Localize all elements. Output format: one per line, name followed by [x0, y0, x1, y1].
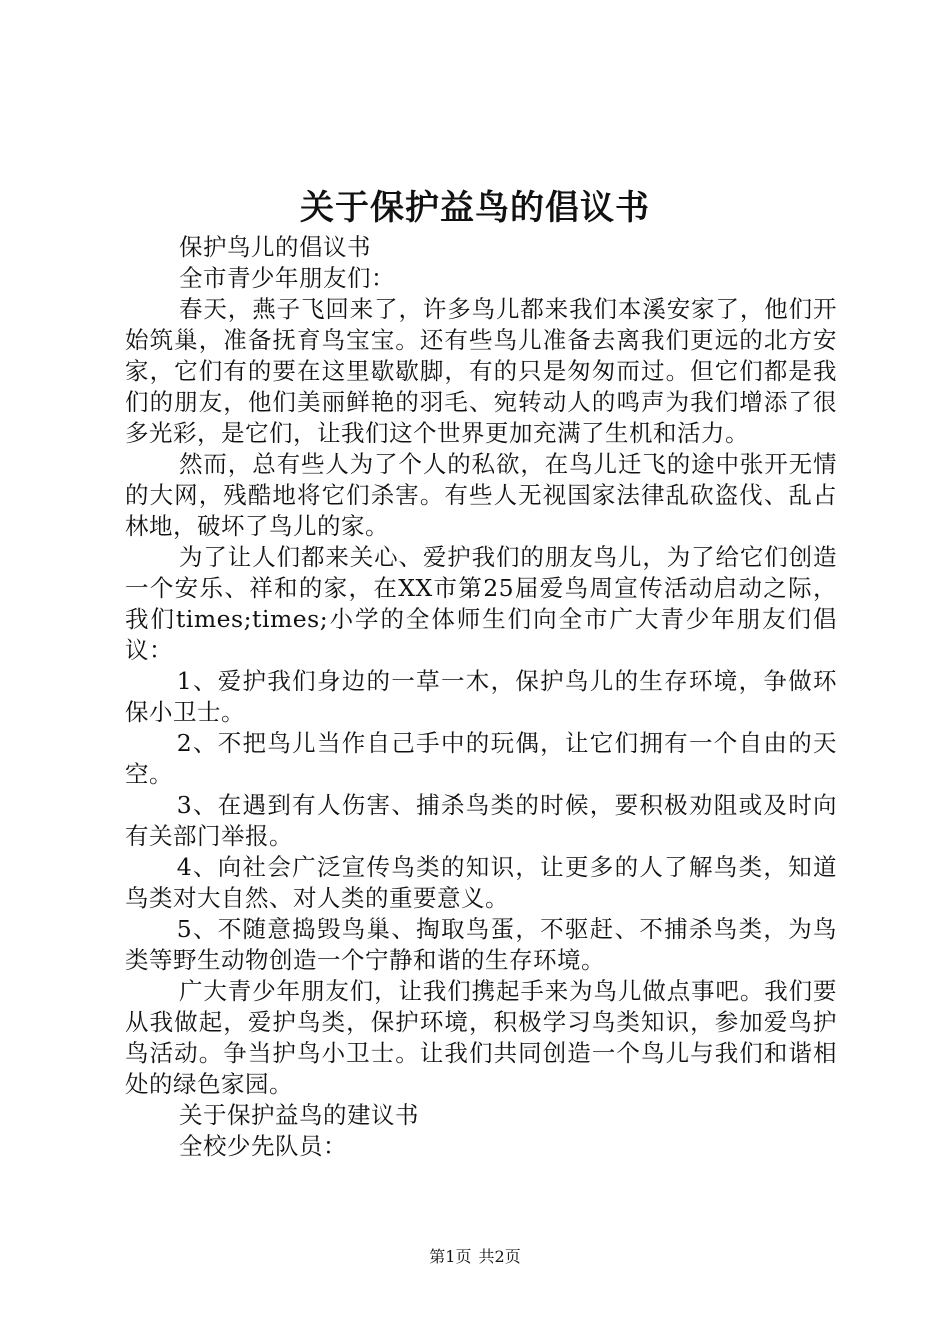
paragraph-proposal-intro: 为了让人们都来关心、爱护我们的朋友鸟儿，为了给它们创造一个安乐、祥和的家，在XX市第25届爱鸟周宣传活动启动之际，我们times;times;小学的全体师生们向全市广大青少年朋友们倡议： [125, 543, 837, 664]
page-number: 第1页 [429, 1247, 472, 1266]
document-body [125, 232, 837, 1162]
paragraph-spring: 春天，燕子飞回来了，许多鸟儿都来我们本溪安家了，他们开始筑巢，准备抚育鸟宝宝。还有些鸟儿准备去离我们更远的北方安家，它们有的要在这里歇歇脚，有的只是匆匆而过。但它们都是我们的朋友，他们美丽鲜艳的羽毛、宛转动人的鸣声为我们增添了很多光彩，是它们，让我们这个世界更加充满了生机和活力。 [125, 295, 837, 447]
paragraph-salutation: 全市青少年朋友们： [179, 264, 396, 292]
paragraph-closing: 广大青少年朋友们，让我们携起手来为鸟儿做点事吧。我们要从我做起，爱护鸟类，保护环境，积极学习鸟类知识，参加爱鸟护鸟活动。争当护鸟小卫士。让我们共同创造一个鸟儿与我们和谐相处的绿色家园。 [125, 977, 837, 1098]
proposal-item-2: 2、不把鸟儿当作自己手中的玩偶，让它们拥有一个自由的天空。 [125, 729, 837, 788]
paragraph-second-salutation: 全校少先队员： [179, 1132, 348, 1160]
document-title: 关于保护益鸟的倡议书 [300, 188, 650, 228]
proposal-item-5: 5、不随意捣毁鸟巢、掏取鸟蛋，不驱赶、不捕杀鸟类，为鸟类等野生动物创造一个宁静和谐的生存环境。 [125, 915, 837, 974]
paragraph-however: 然而，总有些人为了个人的私欲，在鸟儿迁飞的途中张开无情的大网，残酷地将它们杀害。有些人无视国家法律乱砍盗伐、乱占林地，破坏了鸟儿的家。 [125, 450, 837, 540]
proposal-item-1: 1、爱护我们身边的一草一木，保护鸟儿的生存环境，争做环保小卫士。 [125, 667, 837, 726]
proposal-item-4: 4、向社会广泛宣传鸟类的知识，让更多的人了解鸟类，知道鸟类对大自然、对人类的重要意义。 [125, 853, 837, 912]
paragraph-second-title: 关于保护益鸟的建议书 [179, 1101, 420, 1129]
paragraph-subtitle: 保护鸟儿的倡议书 [179, 233, 372, 261]
page-total: 共2页 [478, 1247, 521, 1266]
proposal-item-3: 3、在遇到有人伤害、捕杀鸟类的时候，要积极劝阻或及时向有关部门举报。 [125, 791, 837, 850]
page-footer [0, 1244, 950, 1267]
